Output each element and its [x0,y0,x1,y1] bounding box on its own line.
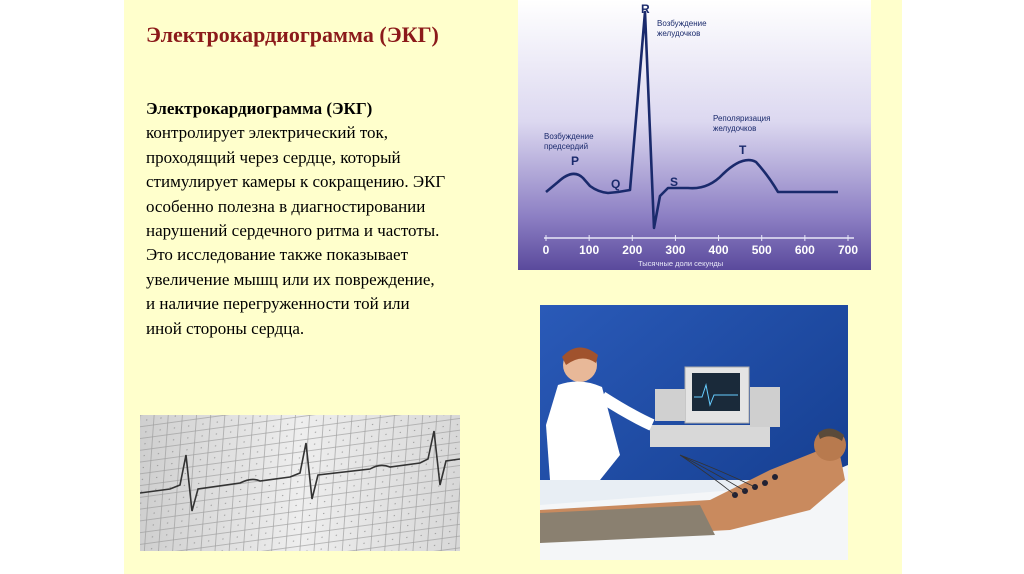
body-lead: Электрокардиограмма (ЭКГ) [146,99,373,118]
x-tick-label: 600 [794,243,815,257]
slide-body-text [146,97,446,341]
x-tick-label: 500 [751,243,772,257]
x-tick-label: 100 [579,243,600,257]
x-tick-label: 400 [708,243,729,257]
x-tick-label: 700 [837,243,859,257]
slide-title: Электрокардиограмма (ЭКГ) [146,22,439,47]
annot-ventricular-2: желудочков [657,29,701,38]
annot-atrial-1: Возбуждение [544,132,594,141]
annot-repol-2: желудочков [713,124,757,133]
x-tick-label: 0 [542,243,550,257]
ecg-x-label: Тысячные доли секунды [638,259,724,268]
x-tick-label: 300 [665,243,686,257]
ecg-diagram [518,0,871,270]
ecg-wave-s: S [670,175,679,189]
body-rest: контролирует электрический ток, проходящий через сердце, который стимулирует камеры к сокращению. ЭКГ особенно полезна в диагностировании нарушений сердечного ритма и частоты. Это исследование также показывает увеличение мышц или их повреждение, и наличие перегруженности той или иной стороны сердца. [146,123,446,338]
annot-repol-1: Реполяризация [713,114,771,123]
x-tick-label: 200 [622,243,643,257]
ecg-wave-t: T [739,143,747,157]
ecg-wave-r: R [641,2,650,16]
ecg-wave-p: P [571,154,580,168]
ecg-strip-image [140,415,460,551]
annot-atrial-2: предсердий [544,142,589,151]
annot-ventricular-1: Возбуждение [657,19,707,28]
ecg-wave-q: Q [611,177,621,191]
ecg-procedure-photo [540,305,848,560]
